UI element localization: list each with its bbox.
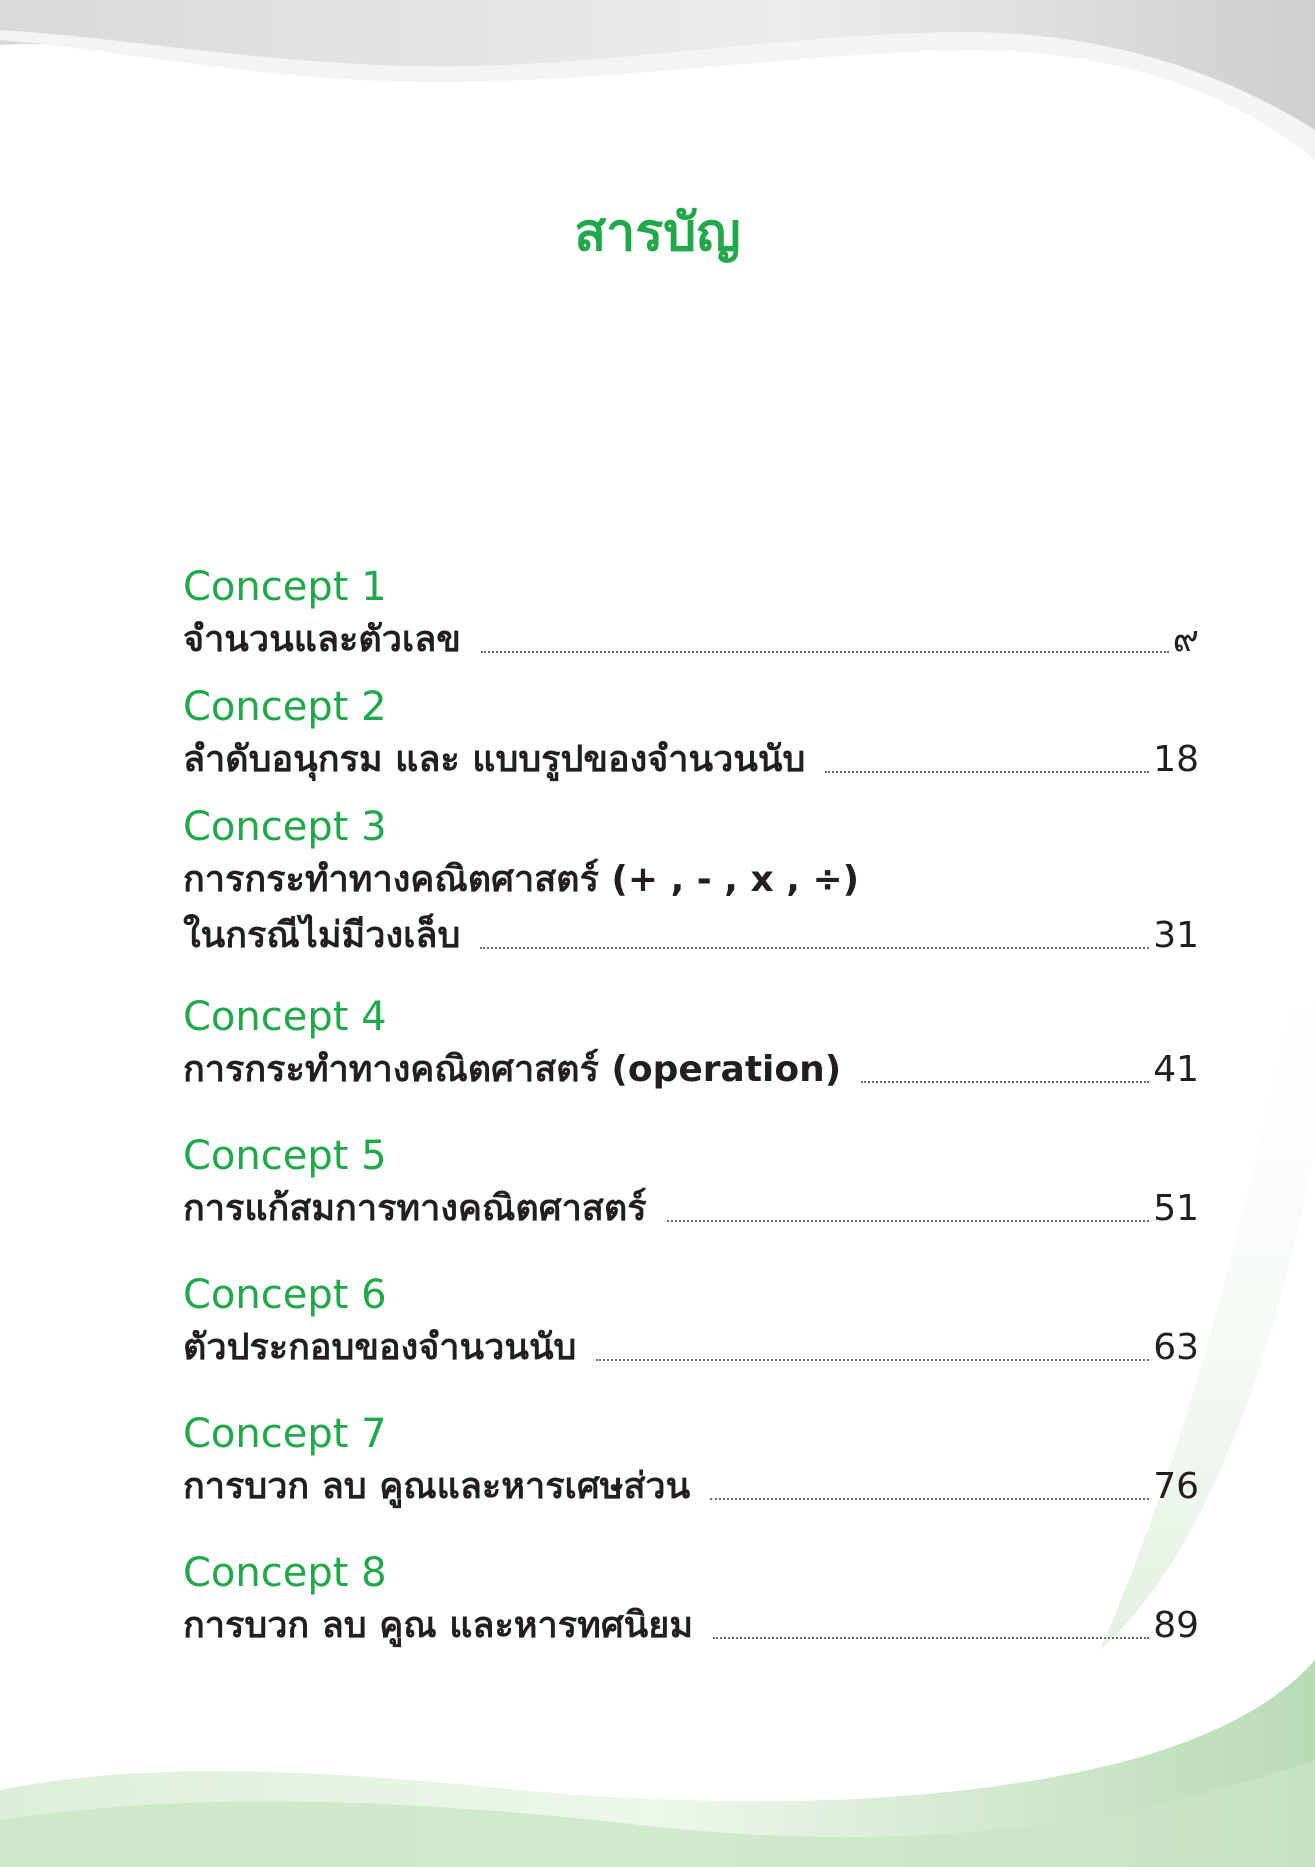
table-of-contents: [183, 562, 1199, 1654]
entry-line: [183, 1042, 1199, 1098]
entry-title: ลำดับอนุกรม และ แบบรูปของจำนวนนับ: [183, 739, 806, 780]
entry-title-continued: ในกรณีไม่มีวงเล็บ: [183, 915, 461, 956]
entry-title: การกระทำทางคณิตศาสตร์ (+ , - , x , ÷): [183, 859, 860, 900]
concept-label: Concept 6: [183, 1272, 387, 1318]
page-number: 41: [1153, 1049, 1199, 1090]
page-number: 51: [1153, 1188, 1199, 1229]
page-number: 18: [1153, 739, 1199, 780]
entry-line: [183, 852, 1199, 908]
entry-title: การแก้สมการทางคณิตศาสตร์: [183, 1188, 647, 1229]
entry-title: การบวก ลบ คูณและหารเศษส่วน: [183, 1466, 691, 1507]
dot-leader: [713, 1637, 1149, 1639]
entry-line: [183, 908, 1199, 964]
toc-entry-5[interactable]: [183, 1131, 1199, 1237]
entry-title: การบวก ลบ คูณ และหารทศนิยม: [183, 1605, 694, 1646]
concept-label: Concept 1: [183, 564, 387, 610]
concept-label: Concept 4: [183, 994, 387, 1040]
toc-entry-3[interactable]: [183, 802, 1199, 964]
dot-leader: [481, 651, 1169, 653]
toc-entry-2[interactable]: [183, 682, 1199, 788]
concept-label: Concept 2: [183, 684, 387, 730]
entry-line: [183, 612, 1199, 668]
concept-label: Concept 8: [183, 1550, 387, 1596]
concept-label: Concept 3: [183, 804, 387, 850]
dot-leader: [710, 1498, 1149, 1500]
page-number: 89: [1153, 1605, 1199, 1646]
toc-entry-6[interactable]: [183, 1270, 1199, 1376]
toc-entry-1[interactable]: [183, 562, 1199, 668]
dot-leader: [825, 771, 1149, 773]
toc-entry-7[interactable]: [183, 1409, 1199, 1515]
entry-line: [183, 1598, 1199, 1654]
page-number: 31: [1153, 915, 1199, 956]
page-number: ๙: [1172, 619, 1199, 660]
page-number: 63: [1153, 1327, 1199, 1368]
dot-leader: [667, 1220, 1150, 1222]
page-title: สารบัญ: [574, 203, 741, 263]
entry-line: [183, 1459, 1199, 1515]
entry-line: [183, 1320, 1199, 1376]
page-number: 76: [1153, 1466, 1199, 1507]
toc-entry-8[interactable]: [183, 1548, 1199, 1654]
dot-leader: [596, 1359, 1149, 1361]
dot-leader: [861, 1081, 1149, 1083]
entry-title: การกระทำทางคณิตศาสตร์ (operation): [183, 1049, 842, 1090]
entry-title: ตัวประกอบของจำนวนนับ: [183, 1327, 577, 1368]
dot-leader: [480, 947, 1149, 949]
entry-line: [183, 1181, 1199, 1237]
toc-entry-4[interactable]: [183, 992, 1199, 1098]
entry-title: จำนวนและตัวเลข: [183, 619, 461, 660]
entry-line: [183, 732, 1199, 788]
concept-label: Concept 7: [183, 1411, 387, 1457]
concept-label: Concept 5: [183, 1133, 387, 1179]
